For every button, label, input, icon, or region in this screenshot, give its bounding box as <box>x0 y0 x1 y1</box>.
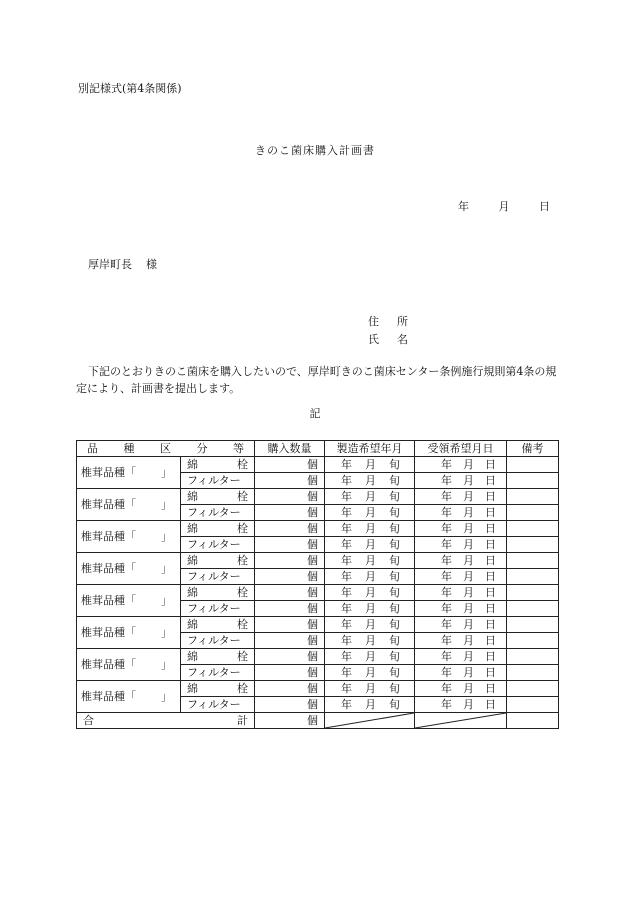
receipt-year: 年 <box>441 474 452 487</box>
manufacture-period: 旬 <box>389 474 400 487</box>
manufacture-period: 旬 <box>389 506 400 519</box>
receipt-day: 日 <box>485 474 496 487</box>
receipt-cell <box>415 505 507 521</box>
date-year: 年 <box>458 200 469 213</box>
variety-suffix: 」 <box>161 626 172 639</box>
table-row <box>77 457 559 473</box>
manufacture-period: 旬 <box>389 538 400 551</box>
variety-cell <box>77 681 181 713</box>
receipt-cell <box>415 585 507 601</box>
receipt-month: 月 <box>463 522 474 535</box>
manufacture-year: 年 <box>341 506 352 519</box>
type-plug-char: 栓 <box>237 554 248 567</box>
type-filter-label: フィルター <box>187 506 241 519</box>
remarks-cell <box>507 457 559 473</box>
manufacture-year: 年 <box>341 618 352 631</box>
page-title: きのこ菌床購入計画書 <box>255 144 375 157</box>
receipt-month: 月 <box>463 490 474 503</box>
manufacture-year: 年 <box>341 650 352 663</box>
type-plug-char: 栓 <box>237 490 248 503</box>
manufacture-year: 年 <box>341 458 352 471</box>
type-plug-char: 綿 <box>187 682 198 695</box>
table-row <box>77 681 559 697</box>
table-header-row <box>77 441 559 457</box>
body-text: 下記のとおりきのこ菌床を購入したいので、厚岸町きのこ菌床センター条例施行規則第4条の規定により、計画書を提出します。 <box>76 365 557 395</box>
total-row <box>77 713 559 729</box>
type-filter <box>181 633 255 649</box>
receipt-month: 月 <box>463 650 474 663</box>
quantity-unit: 個 <box>255 537 325 553</box>
purchase-plan-table <box>76 440 559 729</box>
table-row <box>77 617 559 633</box>
manufacture-year: 年 <box>341 554 352 567</box>
manufacture-month: 月 <box>365 554 376 567</box>
manufacture-year: 年 <box>341 666 352 679</box>
total-manufacture-void <box>325 713 415 729</box>
remarks-cell <box>507 585 559 601</box>
total-remarks <box>507 713 559 729</box>
variety-prefix: 椎茸品種「 <box>81 498 136 511</box>
manufacture-cell <box>325 617 415 633</box>
receipt-day: 日 <box>485 490 496 503</box>
total-label <box>77 713 255 729</box>
variety-cell <box>77 553 181 585</box>
receipt-day: 日 <box>485 570 496 583</box>
receipt-month: 月 <box>463 602 474 615</box>
receipt-month: 月 <box>463 586 474 599</box>
type-plug-char: 綿 <box>187 554 198 567</box>
type-plug <box>181 553 255 569</box>
variety-suffix: 」 <box>161 530 172 543</box>
manufacture-period: 旬 <box>389 650 400 663</box>
manufacture-period: 旬 <box>389 682 400 695</box>
type-filter-label: フィルター <box>187 698 241 711</box>
quantity-unit: 個 <box>255 665 325 681</box>
receipt-year: 年 <box>441 602 452 615</box>
variety-prefix: 椎茸品種「 <box>81 530 136 543</box>
type-plug-char: 綿 <box>187 586 198 599</box>
applicant-name-char-2: 名 <box>397 333 408 346</box>
manufacture-month: 月 <box>365 458 376 471</box>
receipt-year: 年 <box>441 634 452 647</box>
applicant-address-char-2: 所 <box>397 315 408 328</box>
manufacture-year: 年 <box>341 570 352 583</box>
type-plug <box>181 585 255 601</box>
manufacture-year: 年 <box>341 490 352 503</box>
header-manufacture: 製造希望年月 <box>325 441 415 457</box>
addressee-honorific: 様 <box>146 258 157 271</box>
applicant-address-char-1: 住 <box>368 315 379 328</box>
type-plug <box>181 457 255 473</box>
remarks-cell <box>507 553 559 569</box>
type-plug <box>181 681 255 697</box>
variety-cell <box>77 457 181 489</box>
manufacture-month: 月 <box>365 650 376 663</box>
quantity-unit: 個 <box>255 489 325 505</box>
total-quantity-unit: 個 <box>255 713 325 729</box>
manufacture-cell <box>325 569 415 585</box>
manufacture-period: 旬 <box>389 586 400 599</box>
manufacture-year: 年 <box>341 682 352 695</box>
manufacture-period: 旬 <box>389 698 400 711</box>
table-row <box>77 585 559 601</box>
remarks-cell <box>507 601 559 617</box>
receipt-cell <box>415 489 507 505</box>
receipt-year: 年 <box>441 522 452 535</box>
remarks-cell <box>507 537 559 553</box>
table-row <box>77 521 559 537</box>
type-filter <box>181 569 255 585</box>
variety-prefix: 椎茸品種「 <box>81 562 136 575</box>
manufacture-year: 年 <box>341 602 352 615</box>
receipt-day: 日 <box>485 586 496 599</box>
quantity-unit: 個 <box>255 521 325 537</box>
remarks-cell <box>507 505 559 521</box>
manufacture-month: 月 <box>365 634 376 647</box>
variety-suffix: 」 <box>161 690 172 703</box>
remarks-cell <box>507 569 559 585</box>
receipt-cell <box>415 473 507 489</box>
ki-heading: 記 <box>309 407 321 420</box>
applicant-address-label <box>368 313 408 329</box>
receipt-month: 月 <box>463 538 474 551</box>
receipt-cell <box>415 649 507 665</box>
receipt-month: 月 <box>463 618 474 631</box>
variety-prefix: 椎茸品種「 <box>81 594 136 607</box>
manufacture-period: 旬 <box>389 602 400 615</box>
receipt-month: 月 <box>463 458 474 471</box>
manufacture-year: 年 <box>341 522 352 535</box>
date-line <box>458 198 550 214</box>
manufacture-cell <box>325 505 415 521</box>
manufacture-period: 旬 <box>389 618 400 631</box>
applicant-name-label <box>368 331 408 347</box>
receipt-year: 年 <box>441 666 452 679</box>
quantity-unit: 個 <box>255 601 325 617</box>
manufacture-month: 月 <box>365 474 376 487</box>
receipt-month: 月 <box>463 554 474 567</box>
addressee-name: 厚岸町長 <box>88 258 132 271</box>
manufacture-cell <box>325 649 415 665</box>
manufacture-period: 旬 <box>389 458 400 471</box>
manufacture-cell <box>325 457 415 473</box>
receipt-day: 日 <box>485 458 496 471</box>
date-day: 日 <box>539 200 550 213</box>
type-plug <box>181 489 255 505</box>
type-plug-char: 栓 <box>237 522 248 535</box>
type-plug <box>181 521 255 537</box>
type-plug-char: 綿 <box>187 618 198 631</box>
variety-suffix: 」 <box>161 594 172 607</box>
type-plug-char: 綿 <box>187 490 198 503</box>
receipt-cell <box>415 537 507 553</box>
diagonal-strike <box>415 713 506 728</box>
receipt-year: 年 <box>441 538 452 551</box>
header-remarks: 備考 <box>507 441 559 457</box>
total-char: 合 <box>83 714 94 727</box>
manufacture-year: 年 <box>341 538 352 551</box>
receipt-month: 月 <box>463 698 474 711</box>
receipt-cell <box>415 601 507 617</box>
type-plug-char: 栓 <box>237 650 248 663</box>
type-filter <box>181 601 255 617</box>
type-filter-label: フィルター <box>187 634 241 647</box>
receipt-day: 日 <box>485 634 496 647</box>
manufacture-cell <box>325 553 415 569</box>
receipt-day: 日 <box>485 698 496 711</box>
remarks-cell <box>507 649 559 665</box>
receipt-year: 年 <box>441 570 452 583</box>
manufacture-cell <box>325 473 415 489</box>
manufacture-year: 年 <box>341 698 352 711</box>
manufacture-month: 月 <box>365 602 376 615</box>
type-filter <box>181 505 255 521</box>
diagonal-strike <box>325 713 414 728</box>
receipt-year: 年 <box>441 554 452 567</box>
receipt-year: 年 <box>441 618 452 631</box>
remarks-cell <box>507 697 559 713</box>
variety-cell <box>77 489 181 521</box>
manufacture-month: 月 <box>365 570 376 583</box>
manufacture-period: 旬 <box>389 666 400 679</box>
table-row <box>77 649 559 665</box>
receipt-day: 日 <box>485 618 496 631</box>
receipt-year: 年 <box>441 650 452 663</box>
receipt-year: 年 <box>441 490 452 503</box>
type-plug-char: 綿 <box>187 522 198 535</box>
type-filter-label: フィルター <box>187 666 241 679</box>
receipt-cell <box>415 521 507 537</box>
manufacture-month: 月 <box>365 666 376 679</box>
quantity-unit: 個 <box>255 457 325 473</box>
variety-prefix: 椎茸品種「 <box>81 626 136 639</box>
remarks-cell <box>507 473 559 489</box>
receipt-month: 月 <box>463 506 474 519</box>
quantity-unit: 個 <box>255 585 325 601</box>
manufacture-month: 月 <box>365 682 376 695</box>
receipt-cell <box>415 457 507 473</box>
total-receipt-void <box>415 713 507 729</box>
type-plug <box>181 649 255 665</box>
type-filter <box>181 537 255 553</box>
type-plug-char: 栓 <box>237 586 248 599</box>
quantity-unit: 個 <box>255 505 325 521</box>
variety-suffix: 」 <box>161 466 172 479</box>
manufacture-period: 旬 <box>389 554 400 567</box>
header-category-char: 種 <box>123 442 135 455</box>
manufacture-month: 月 <box>365 522 376 535</box>
quantity-unit: 個 <box>255 633 325 649</box>
manufacture-year: 年 <box>341 474 352 487</box>
quantity-unit: 個 <box>255 697 325 713</box>
variety-prefix: 椎茸品種「 <box>81 690 136 703</box>
manufacture-period: 旬 <box>389 570 400 583</box>
receipt-day: 日 <box>485 650 496 663</box>
quantity-unit: 個 <box>255 553 325 569</box>
remarks-cell <box>507 633 559 649</box>
receipt-cell <box>415 665 507 681</box>
header-category-char: 等 <box>233 442 244 455</box>
manufacture-month: 月 <box>365 586 376 599</box>
header-receipt: 受領希望月日 <box>415 441 507 457</box>
date-month: 月 <box>498 200 510 213</box>
variety-cell <box>77 649 181 681</box>
header-category-char: 分 <box>196 442 208 455</box>
form-label: 別記様式(第4条関係) <box>78 82 182 95</box>
remarks-cell <box>507 489 559 505</box>
quantity-unit: 個 <box>255 473 325 489</box>
receipt-month: 月 <box>463 570 474 583</box>
receipt-month: 月 <box>463 682 474 695</box>
receipt-cell <box>415 633 507 649</box>
receipt-cell <box>415 569 507 585</box>
receipt-year: 年 <box>441 458 452 471</box>
type-plug-char: 栓 <box>237 618 248 631</box>
manufacture-period: 旬 <box>389 634 400 647</box>
receipt-day: 日 <box>485 602 496 615</box>
variety-suffix: 」 <box>161 562 172 575</box>
variety-suffix: 」 <box>161 498 172 511</box>
manufacture-period: 旬 <box>389 490 400 503</box>
manufacture-cell <box>325 521 415 537</box>
manufacture-period: 旬 <box>389 522 400 535</box>
manufacture-cell <box>325 681 415 697</box>
manufacture-month: 月 <box>365 698 376 711</box>
type-filter-label: フィルター <box>187 474 241 487</box>
type-filter-label: フィルター <box>187 538 241 551</box>
type-plug-char: 栓 <box>237 458 248 471</box>
type-filter <box>181 473 255 489</box>
table-row <box>77 553 559 569</box>
receipt-day: 日 <box>485 506 496 519</box>
type-filter-label: フィルター <box>187 602 241 615</box>
receipt-year: 年 <box>441 682 452 695</box>
variety-prefix: 椎茸品種「 <box>81 658 136 671</box>
receipt-day: 日 <box>485 522 496 535</box>
manufacture-cell <box>325 633 415 649</box>
type-filter <box>181 697 255 713</box>
total-char: 計 <box>237 714 248 727</box>
receipt-month: 月 <box>463 666 474 679</box>
variety-cell <box>77 521 181 553</box>
manufacture-cell <box>325 537 415 553</box>
type-plug-char: 綿 <box>187 458 198 471</box>
header-category-char: 区 <box>160 442 171 455</box>
manufacture-year: 年 <box>341 634 352 647</box>
header-category <box>77 441 255 457</box>
receipt-cell <box>415 617 507 633</box>
header-category-char: 品 <box>87 442 98 455</box>
manufacture-cell <box>325 697 415 713</box>
receipt-day: 日 <box>485 682 496 695</box>
manufacture-cell <box>325 585 415 601</box>
type-plug-char: 綿 <box>187 650 198 663</box>
manufacture-cell <box>325 489 415 505</box>
applicant-name-char-1: 氏 <box>368 333 379 346</box>
variety-suffix: 」 <box>161 658 172 671</box>
remarks-cell <box>507 617 559 633</box>
manufacture-month: 月 <box>365 618 376 631</box>
receipt-cell <box>415 697 507 713</box>
type-plug <box>181 617 255 633</box>
manufacture-cell <box>325 601 415 617</box>
remarks-cell <box>507 681 559 697</box>
receipt-day: 日 <box>485 554 496 567</box>
variety-cell <box>77 617 181 649</box>
type-filter-label: フィルター <box>187 570 241 583</box>
header-quantity: 購入数量 <box>255 441 325 457</box>
receipt-year: 年 <box>441 586 452 599</box>
receipt-day: 日 <box>485 538 496 551</box>
quantity-unit: 個 <box>255 649 325 665</box>
remarks-cell <box>507 665 559 681</box>
receipt-cell <box>415 553 507 569</box>
quantity-unit: 個 <box>255 569 325 585</box>
receipt-cell <box>415 681 507 697</box>
manufacture-cell <box>325 665 415 681</box>
quantity-unit: 個 <box>255 617 325 633</box>
table-row <box>77 489 559 505</box>
receipt-month: 月 <box>463 634 474 647</box>
manufacture-month: 月 <box>365 538 376 551</box>
type-filter <box>181 665 255 681</box>
manufacture-year: 年 <box>341 586 352 599</box>
addressee <box>88 256 157 272</box>
variety-cell <box>77 585 181 617</box>
variety-prefix: 椎茸品種「 <box>81 466 136 479</box>
receipt-month: 月 <box>463 474 474 487</box>
type-plug-char: 栓 <box>237 682 248 695</box>
quantity-unit: 個 <box>255 681 325 697</box>
manufacture-month: 月 <box>365 506 376 519</box>
receipt-year: 年 <box>441 698 452 711</box>
receipt-year: 年 <box>441 506 452 519</box>
receipt-day: 日 <box>485 666 496 679</box>
manufacture-month: 月 <box>365 490 376 503</box>
remarks-cell <box>507 521 559 537</box>
